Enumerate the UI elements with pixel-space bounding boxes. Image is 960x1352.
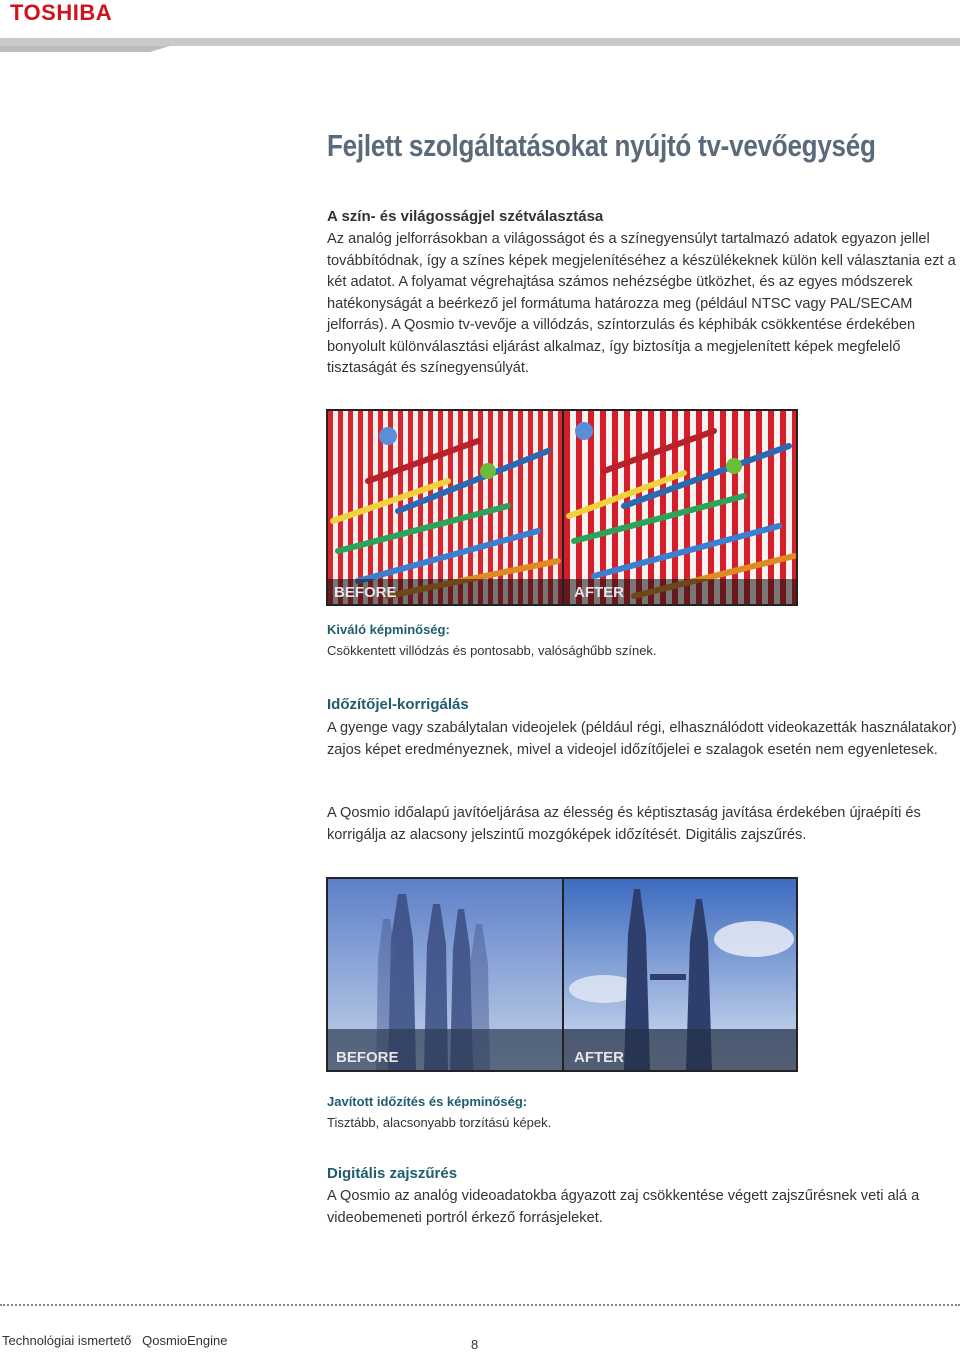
header-bar: [0, 36, 960, 52]
before-label: BEFORE: [336, 1049, 399, 1066]
section-body-color-separation: Az analóg jelforrásokban a világosságot és a színegyensúlyt tartalmazó adatok egyazon jellel továbbítódnak, így a színes képek megjelenítéséhez a készülékeknek külön kell választania ezt a két adatot. A folyamat végrehajtása számos nehézségbe ütközhet, és az egyes módszerek hatékonyságát a beérkező jel formátuma határozza meg (például NTSC vagy PAL/SECAM jelforrás). A Qosmio tv-vevője a villódzás, színtorzulás és képhibák csökkentése érdekében bonyolult különválasztási eljárást alkalmaz, így biztosítja a megjelenített képek megfelelő tisztaságát és színegyensúlyát.: [327, 231, 956, 376]
after-label: AFTER: [574, 584, 624, 601]
section-body-noise-filter: A Qosmio az analóg videoadatokba ágyazott zaj csökkentése végett zajszűrésnek veti alá a videobemeneti portról érkező forrásjeleket.: [327, 1188, 920, 1226]
figure1-caption-text: Csökkentett villódzás és pontosabb, valósághűbb színek.: [327, 643, 657, 658]
after-label: AFTER: [574, 1049, 624, 1066]
towers-before-image: [326, 877, 564, 1072]
pencils-before-image: [326, 409, 564, 606]
towers-after-image: [562, 877, 798, 1072]
section-body-timing-2: A Qosmio időalapú javítóeljárása az élesség és képtisztaság javítása érdekében újraépíti és korrigálja az alacsony jelszintű mozgóképek időzítését. Digitális zajszűrés.: [327, 805, 921, 843]
section-heading-timing: Időzítőjel-korrigálás: [327, 696, 469, 713]
page-number: 8: [471, 1337, 479, 1352]
section-heading-color-separation: A szín- és világosságjel szétválasztása: [327, 208, 604, 225]
before-label: BEFORE: [334, 584, 397, 601]
page-title: Fejlett szolgáltatásokat nyújtó tv-vevőegység: [327, 128, 876, 163]
section-body-timing-1: A gyenge vagy szabálytalan videojelek (például régi, elhasználódott videokazetták használatakor) zajos képet eredményeznek, mivel a videojel időzítőjelei e szalagok esetén nem egyenletesek.: [327, 720, 957, 758]
section-heading-noise-filter: Digitális zajszűrés: [327, 1165, 458, 1182]
figure1-caption-title: Kiváló képminőség:: [327, 622, 450, 637]
toshiba-logo: TOSHIBA: [10, 0, 113, 25]
footer-divider: [0, 1304, 960, 1306]
figure2-caption-title: Javított időzítés és képminőség:: [327, 1094, 528, 1109]
footer-text: Technológiai ismertető QosmioEngine: [2, 1333, 228, 1348]
pencils-after-image: [562, 409, 798, 606]
figure2-caption-text: Tisztább, alacsonyabb torzítású képek.: [327, 1115, 552, 1130]
